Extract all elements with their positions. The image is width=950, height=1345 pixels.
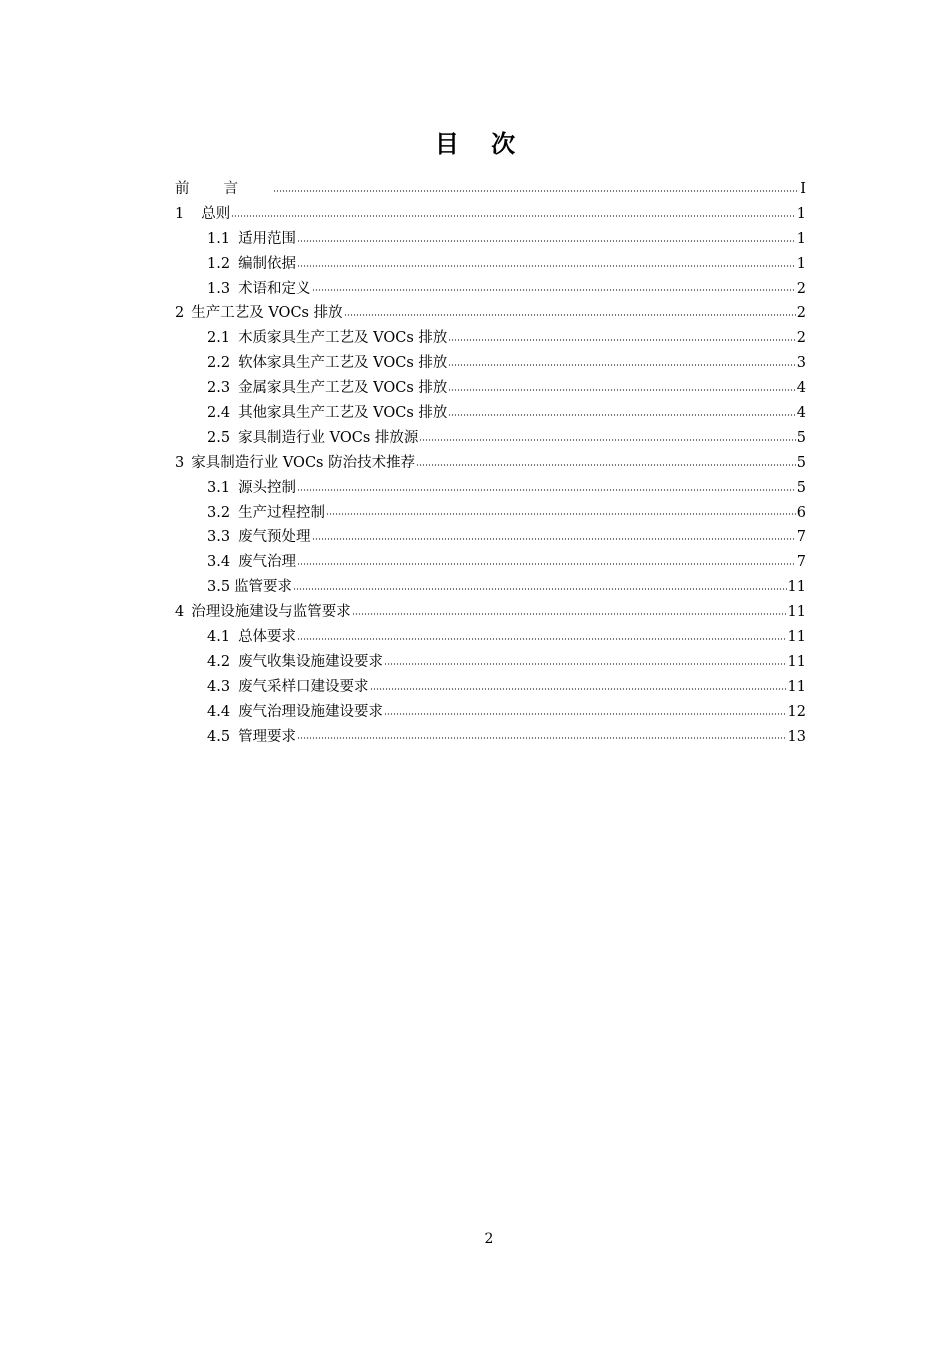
toc-section-number: 3.2 — [207, 504, 231, 521]
toc-entry-3-2[interactable] — [175, 501, 806, 526]
toc-entry-1-3[interactable] — [175, 277, 806, 302]
toc-entry-2-2[interactable] — [175, 351, 806, 376]
toc-entry-2-1[interactable] — [175, 326, 806, 351]
toc-page-number: 11 — [787, 604, 806, 621]
toc-section-number: 4.5 — [207, 728, 231, 745]
toc-label: 生产工艺及 VOCs 排放 — [191, 305, 343, 322]
toc-label: 治理设施建设与监管要求 — [191, 604, 351, 621]
toc-section-number: 2.5 — [207, 429, 231, 446]
toc-section-number: 2.1 — [207, 330, 231, 347]
toc-page-number: 1 — [796, 255, 806, 272]
toc-label: 监管要求 — [234, 579, 293, 596]
toc-entry-2-4[interactable] — [175, 401, 806, 426]
toc-label: 适用范围 — [238, 230, 297, 247]
toc-label: 家具制造行业 VOCs 排放源 — [238, 429, 419, 446]
toc-entry-4-3[interactable] — [175, 675, 806, 700]
toc-section-number: 4.1 — [207, 629, 231, 646]
toc-leader-dots — [297, 563, 796, 565]
toc-section-number: 3.5 — [207, 579, 231, 596]
toc-leader-dots — [293, 588, 786, 590]
toc-section-number: 1.2 — [207, 255, 231, 272]
toc-entry-3-5[interactable] — [175, 575, 806, 600]
toc-entry-preface[interactable] — [175, 177, 806, 202]
toc-page-number: 1 — [796, 230, 806, 247]
toc-entry-3[interactable] — [175, 451, 806, 476]
page-number: 2 — [484, 1231, 494, 1247]
toc-entry-4-1[interactable] — [175, 625, 806, 650]
toc-label: 木质家具生产工艺及 VOCs 排放 — [238, 330, 448, 347]
page-title: 目 次 — [434, 130, 528, 158]
toc-leader-dots — [352, 613, 787, 615]
toc-section-number: 3 — [175, 454, 185, 471]
toc-label: 前言 — [175, 181, 272, 197]
toc-leader-dots — [297, 737, 786, 739]
toc-label: 其他家具生产工艺及 VOCs 排放 — [238, 405, 448, 422]
table-of-contents — [175, 177, 806, 749]
toc-page-number: 2 — [796, 305, 806, 322]
toc-entry-1[interactable] — [175, 202, 806, 227]
toc-leader-dots — [384, 713, 786, 715]
toc-label: 软体家具生产工艺及 VOCs 排放 — [238, 355, 448, 372]
toc-entry-2-3[interactable] — [175, 376, 806, 401]
toc-page-number: 7 — [796, 529, 806, 546]
toc-page-number: 11 — [787, 629, 806, 646]
toc-label: 编制依据 — [238, 255, 297, 272]
toc-leader-dots — [297, 489, 796, 491]
toc-section-number: 1.1 — [207, 230, 231, 247]
toc-leader-dots — [344, 314, 796, 316]
toc-page-number: 4 — [796, 380, 806, 397]
toc-leader-dots — [448, 364, 795, 366]
toc-label: 家具制造行业 VOCs 防治技术推荐 — [191, 454, 416, 471]
toc-entry-3-1[interactable] — [175, 476, 806, 501]
toc-section-number: 4 — [175, 604, 185, 621]
toc-page-number: 11 — [787, 653, 806, 670]
toc-leader-dots — [297, 240, 796, 242]
toc-page-number: I — [800, 181, 806, 197]
toc-section-number: 3.3 — [207, 529, 231, 546]
toc-leader-dots — [448, 339, 795, 341]
toc-entry-1-2[interactable] — [175, 252, 806, 277]
toc-section-number: 2.3 — [207, 380, 231, 397]
toc-entry-4-4[interactable] — [175, 700, 806, 725]
toc-leader-dots — [416, 464, 796, 466]
toc-label: 废气治理 — [238, 554, 297, 571]
toc-label: 金属家具生产工艺及 VOCs 排放 — [238, 380, 448, 397]
toc-leader-dots — [419, 439, 795, 441]
toc-page-number: 5 — [796, 454, 806, 471]
toc-leader-dots — [326, 513, 796, 515]
toc-entry-4-2[interactable] — [175, 650, 806, 675]
toc-entry-3-3[interactable] — [175, 525, 806, 550]
toc-entry-2-5[interactable] — [175, 426, 806, 451]
toc-page-number: 12 — [787, 703, 806, 720]
toc-section-number: 2 — [175, 305, 185, 322]
toc-page-number: 5 — [796, 479, 806, 496]
toc-entry-4[interactable] — [175, 600, 806, 625]
toc-page-number: 1 — [796, 205, 806, 222]
toc-section-number: 4.2 — [207, 653, 231, 670]
toc-label: 废气收集设施建设要求 — [238, 653, 384, 670]
toc-section-number: 2.4 — [207, 405, 231, 422]
toc-section-number: 1 — [175, 205, 185, 222]
toc-label: 源头控制 — [238, 479, 297, 496]
toc-page-number: 5 — [796, 429, 806, 446]
toc-section-number: 3.1 — [207, 479, 231, 496]
toc-page-number: 4 — [796, 405, 806, 422]
toc-leader-dots — [370, 688, 787, 690]
toc-leader-dots — [312, 289, 796, 291]
toc-leader-dots — [448, 389, 795, 391]
toc-page-number: 2 — [796, 280, 806, 297]
toc-leader-dots — [273, 190, 799, 192]
toc-leader-dots — [297, 638, 786, 640]
toc-leader-dots — [448, 414, 795, 416]
toc-label: 术语和定义 — [238, 280, 311, 297]
toc-entry-4-5[interactable] — [175, 725, 806, 750]
toc-label: 总体要求 — [238, 629, 297, 646]
toc-page-number: 2 — [796, 330, 806, 347]
toc-section-number: 3.4 — [207, 554, 231, 571]
toc-page-number: 6 — [796, 504, 806, 521]
toc-label: 管理要求 — [238, 728, 297, 745]
toc-page-number: 13 — [787, 728, 806, 745]
toc-section-number: 1.3 — [207, 280, 231, 297]
toc-label: 废气采样口建设要求 — [238, 678, 369, 695]
toc-section-number: 4.4 — [207, 703, 231, 720]
toc-label: 废气预处理 — [238, 529, 311, 546]
toc-leader-dots — [312, 538, 796, 540]
toc-page-number: 11 — [787, 678, 806, 695]
toc-entry-3-4[interactable] — [175, 550, 806, 575]
toc-page-number: 7 — [796, 554, 806, 571]
toc-section-number: 4.3 — [207, 678, 231, 695]
toc-entry-2[interactable] — [175, 301, 806, 326]
toc-label: 总则 — [201, 205, 231, 222]
toc-leader-dots — [231, 215, 796, 217]
toc-leader-dots — [297, 265, 796, 267]
toc-leader-dots — [384, 663, 786, 665]
toc-page-number: 3 — [796, 355, 806, 372]
toc-page-number: 11 — [787, 579, 806, 596]
toc-section-number: 2.2 — [207, 355, 231, 372]
toc-label: 生产过程控制 — [238, 504, 326, 521]
toc-entry-1-1[interactable] — [175, 227, 806, 252]
toc-label: 废气治理设施建设要求 — [238, 703, 384, 720]
